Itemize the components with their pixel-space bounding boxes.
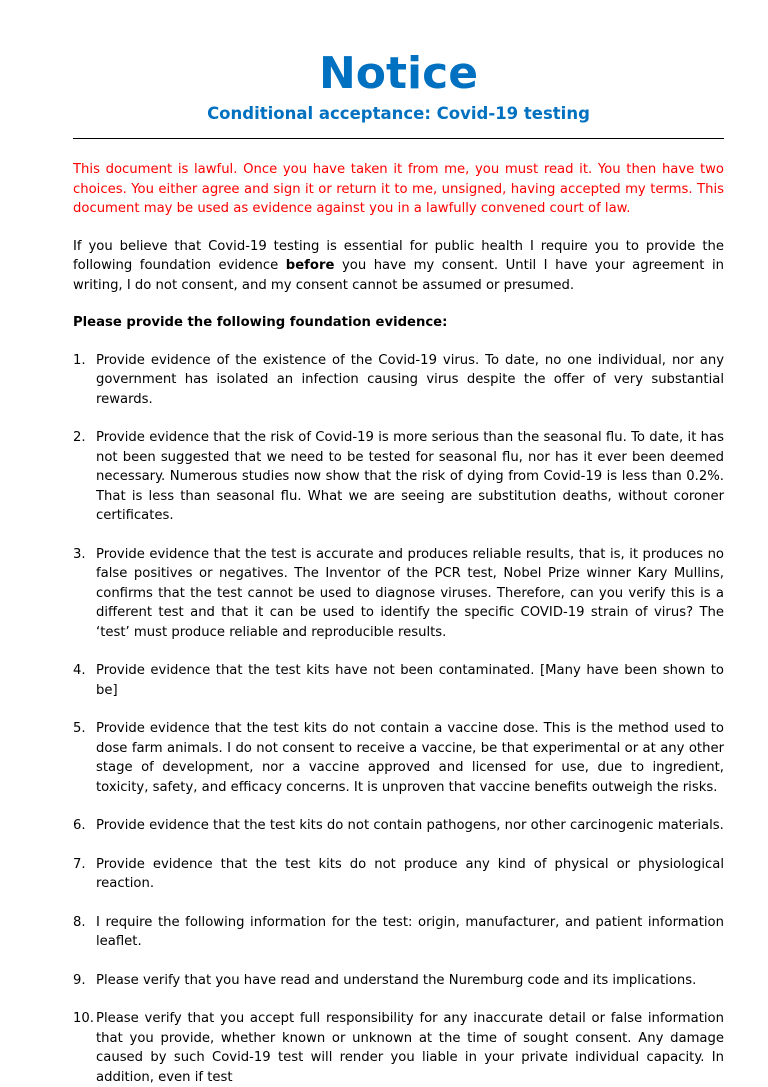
intro-paragraph [73, 237, 724, 296]
intro-text-end: you have my consent. Until I have your agreement in writing, I do not consent, and my consent cannot be assumed or presumed. [73, 258, 724, 293]
list-item-text: Please verify that you have read and understand the Nuremburg code and its implications. [96, 973, 696, 988]
list-item-text: Provide evidence that the test kits do not produce any kind of physical or physiological reaction. [96, 857, 724, 892]
list-item-number: 1. [73, 351, 86, 371]
document-title: Notice [73, 44, 724, 104]
list-item-number: 5. [73, 719, 86, 739]
list-item-number: 2. [73, 428, 86, 448]
list-item-text: Provide evidence that the test kits have not been contaminated. [Many have been shown to be] [96, 663, 724, 698]
evidence-heading: Please provide the following foundation evidence: [73, 313, 724, 333]
list-item [73, 913, 724, 952]
legal-warning-paragraph: This document is lawful. Once you have taken it from me, you must read it. You then have two choices. You either agree and sign it or return it to me, unsigned, having accepted my terms. This document may be used as evidence against you in a lawfully convened court of law. [73, 160, 724, 219]
list-item [73, 855, 724, 894]
list-item-number: 4. [73, 661, 86, 681]
list-item-number: 7. [73, 855, 86, 875]
list-item-text: Provide evidence that the test kits do not contain a vaccine dose. This is the method used to dose farm animals. I do not consent to receive a vaccine, be that experimental or at any other stage of development, nor a vaccine approved and licensed for use, due to ingredient, toxicity, safety, and efficacy concerns. It is unproven that vaccine benefits outweigh the risks. [96, 721, 724, 795]
list-item-text: Please verify that you accept full responsibility for any inaccurate detail or false information that you provide, whether known or unknown at the time of sought consent. Any damage caused by such Covid-19 test will render you liable in your private individual capacity. In addition, even if test [96, 1011, 724, 1085]
list-item-text: I require the following information for the test: origin, manufacturer, and patient information leaflet. [96, 915, 724, 950]
list-item [73, 545, 724, 643]
list-item [73, 661, 724, 700]
list-item-text: Provide evidence of the existence of the Covid-19 virus. To date, no one individual, nor any government has isolated an infection causing virus despite the offer of very substantial rewards. [96, 353, 724, 407]
intro-text-start: If you believe that Covid-19 testing is essential for public health I require you to provide the following foundation evidence [73, 239, 724, 274]
document-subtitle: Conditional acceptance: Covid-19 testing [73, 104, 724, 124]
list-item-text: Provide evidence that the test kits do not contain pathogens, nor other carcinogenic materials. [96, 818, 724, 833]
list-item [73, 816, 724, 836]
list-item [73, 1009, 724, 1087]
list-item [73, 428, 724, 526]
list-item-text: Provide evidence that the risk of Covid-19 is more serious than the seasonal flu. To date, it has not been suggested that we need to be tested for seasonal flu, nor has it ever been deemed necessary. Numerous studies now show that the risk of dying from Covid-19 is less than 0.2%. That is less than seasonal flu. What we are seeing are substitution deaths, without coroner certificates. [96, 430, 724, 523]
document-page [73, 44, 724, 1087]
header-divider [73, 138, 724, 139]
list-item-number: 3. [73, 545, 86, 565]
list-item [73, 971, 724, 991]
list-item-number: 8. [73, 913, 86, 933]
intro-text-bold: before [286, 258, 335, 273]
list-item-number: 9. [73, 971, 86, 991]
list-item-number: 10. [73, 1009, 94, 1029]
list-item-number: 6. [73, 816, 86, 836]
evidence-list [73, 351, 724, 1087]
list-item [73, 719, 724, 797]
list-item [73, 351, 724, 410]
list-item-text: Provide evidence that the test is accurate and produces reliable results, that is, it produces no false positives or negatives. The Inventor of the PCR test, Nobel Prize winner Kary Mullins, confirms that the test cannot be used to diagnose viruses. Therefore, can you verify this is a different test and that it can be used to identify the specific COVID-19 strain of virus? The ‘test’ must produce reliable and reproducible results. [96, 547, 724, 640]
